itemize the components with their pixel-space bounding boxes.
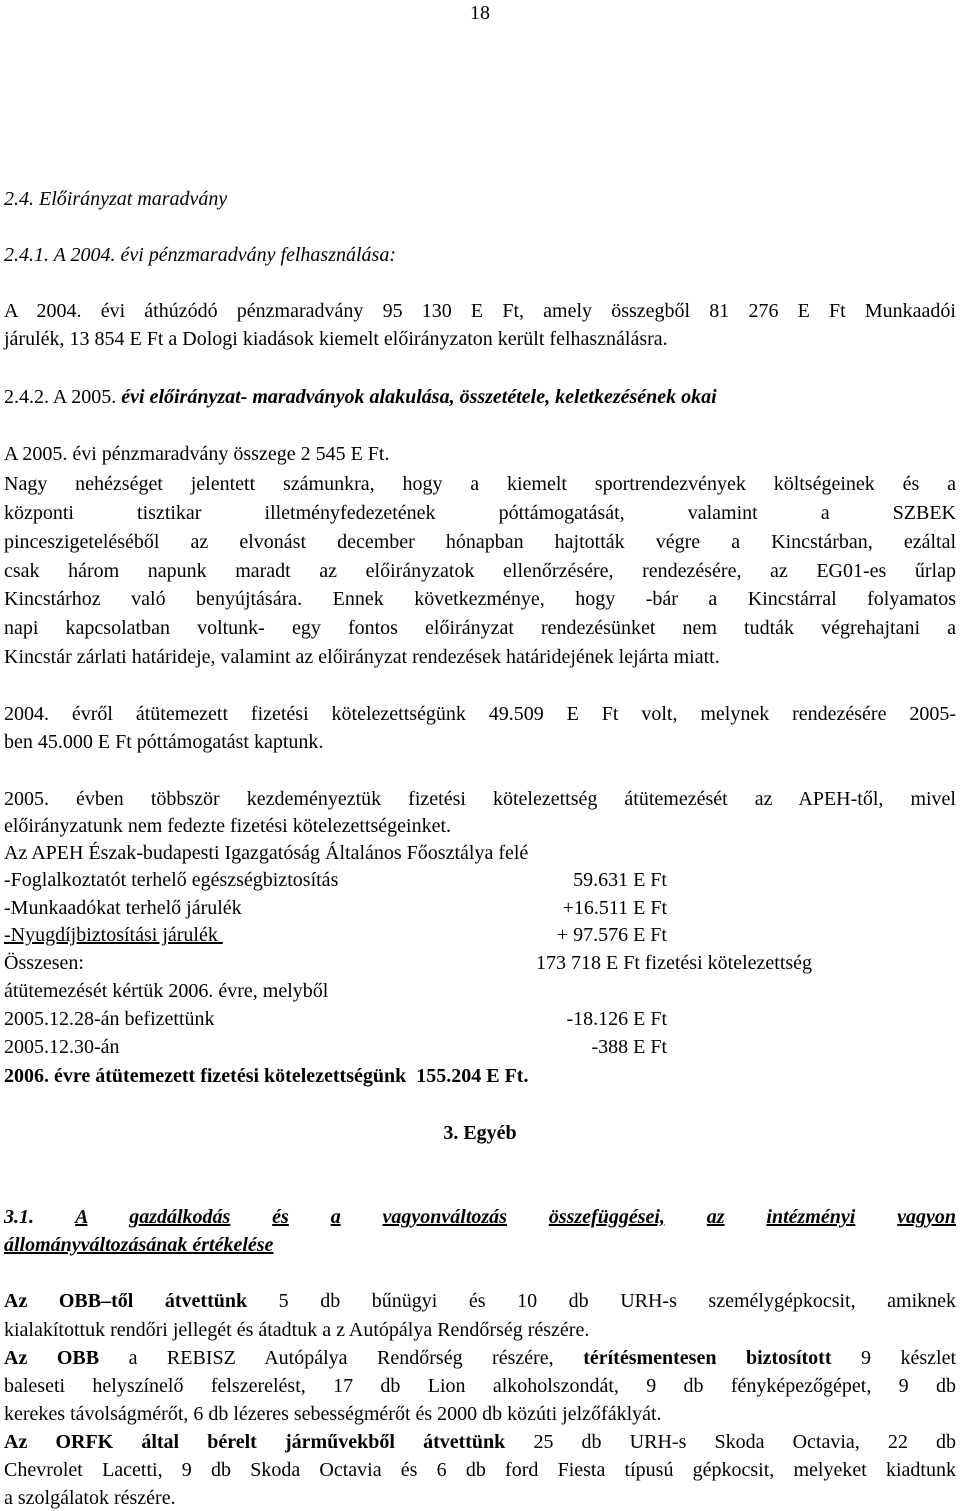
- bold-phrase: Az OBB: [4, 1347, 100, 1369]
- paragraph-line: pinceszigeteléséből az elvonást december hónapban hajtották végre a Kincstárban, ezáltal: [4, 531, 956, 553]
- heading-3-1-line2: állományváltozásának értékelése: [4, 1234, 274, 1256]
- resched-line: átütemezését kértük 2006. évre, melyből: [4, 980, 329, 1002]
- paragraph-line: A 2005. évi pénzmaradvány összege 2 545 E Ft.: [4, 443, 390, 465]
- amount-value: + 97.576 E Ft: [556, 924, 667, 946]
- heading-3-egyeb: 3. Egyéb: [443, 1122, 517, 1144]
- paragraph-line: A 2004. évi áthúzódó pénzmaradvány 95 130 E Ft, amely összegből 81 276 E Ft Munkaadói: [4, 300, 956, 322]
- paragraph-line: 2005. évben többször kezdeményeztük fizetési kötelezettség átütemezését az APEH-től, mivel: [4, 788, 956, 810]
- page-number: 18: [470, 2, 490, 24]
- paragraph-line: Nagy nehézséget jelentett számunkra, hogy a kiemelt sportrendezvények költségeinek és a: [4, 473, 956, 495]
- h31-word: 3.1.: [4, 1206, 34, 1228]
- h31-word: az: [706, 1206, 725, 1228]
- orfk-paragraph-line: Chevrolet Lacetti, 9 db Skoda Octavia és 6 db ford Fiesta típusú gépkocsit, melyeket kiadtunk: [4, 1459, 956, 1481]
- payment-label: 2005.12.28-án befizettünk: [4, 1008, 215, 1030]
- obb2-paragraph-line: [4, 1345, 956, 1371]
- obb-paragraph-line: [4, 1288, 956, 1314]
- amount-value: 59.631 E Ft: [573, 869, 667, 891]
- amount-label: -Nyugdíjbiztosítási járulék: [4, 924, 218, 946]
- h31-word: vagyonváltozás: [382, 1206, 507, 1228]
- heading-2-4-1: 2.4.1. A 2004. évi pénzmaradvány felhasználása:: [4, 244, 397, 266]
- paragraph-line: napi kapcsolatban voltunk- egy fontos előirányzat rendezésünket nem tudták végrehajtani a: [4, 617, 956, 639]
- h31-word: gazdálkodás: [129, 1206, 231, 1228]
- text-run: 5 db bűnügyi és 10 db URH-s személygépkocsit, amiknek: [278, 1290, 957, 1312]
- h31-word: és: [272, 1206, 289, 1228]
- paragraph-line: 2004. évről átütemezett fizetési kötelezettségünk 49.509 E Ft volt, melynek rendezésére 2005-: [4, 703, 956, 725]
- h31-word: vagyon: [897, 1206, 957, 1228]
- payment-value: -388 E Ft: [591, 1036, 667, 1058]
- heading-2-4-2: [4, 384, 717, 410]
- amount-label: -Foglalkoztatót terhelő egészségbiztosítás: [4, 869, 339, 891]
- payment-label: 2005.12.30-án: [4, 1036, 120, 1058]
- amount-label: -Munkaadókat terhelő járulék: [4, 897, 242, 919]
- heading-prefix: 2.4.2. A 2005.: [4, 386, 117, 408]
- obb2-paragraph-line: baleseti helyszínelő felszerelést, 17 db Lion alkoholszondát, 9 db fényképezőgépet, 9 db: [4, 1375, 956, 1397]
- final-label: 2006. évre átütemezett fizetési kötelezettségünk: [4, 1065, 407, 1087]
- amount-row: [4, 895, 667, 921]
- amount-row: [4, 922, 667, 948]
- h31-word: A: [75, 1206, 88, 1228]
- paragraph-line: Kincstárhoz való benyújtására. Ennek következménye, hogy -bár a Kincstárral folyamatos: [4, 588, 956, 610]
- h31-word: intézményi: [766, 1206, 856, 1228]
- bold-phrase: Az ORFK által bérelt járművekből átvettünk: [4, 1431, 506, 1453]
- final-line: [4, 1063, 528, 1089]
- final-value: 155.204 E Ft.: [416, 1065, 529, 1087]
- amount-row: [4, 867, 667, 893]
- heading-rest: évi előirányzat- maradványok alakulása, összetétele, keletkezésének okai: [121, 386, 717, 408]
- heading-2-4: 2.4. Előirányzat maradvány: [4, 188, 228, 210]
- total-value: 173 718 E Ft fizetési kötelezettség: [536, 952, 813, 974]
- paragraph-line: központi tisztikar illetményfedezetének póttámogatását, valamint a SZBEK: [4, 502, 956, 524]
- paragraph-line: Kincstár zárlati határideje, valamint az előirányzat rendezések határidejének lejárta miatt.: [4, 646, 720, 668]
- bold-phrase: Az OBB–től átvettünk: [4, 1290, 248, 1312]
- total-label: Összesen:: [4, 952, 84, 974]
- obb2-paragraph-line: kerekes távolságmérőt, 6 db lézeres sebességmérőt és 2000 db közúti jelzőfáklyát.: [4, 1403, 662, 1425]
- payment-row: [4, 1034, 667, 1060]
- text-run: 9 készlet: [861, 1347, 957, 1369]
- text-run: 25 db URH-s Skoda Octavia, 22 db: [533, 1431, 957, 1453]
- paragraph-line: járulék, 13 854 E Ft a Dologi kiadások kiemelt előirányzaton került felhasználásra.: [4, 328, 668, 350]
- payment-row: [4, 1006, 667, 1032]
- apeh-line: Az APEH Észak-budapesti Igazgatóság Általános Főosztálya felé: [4, 842, 529, 864]
- paragraph-line: csak három napunk maradt az előirányzatok ellenőrzésére, rendezésére, az EG01-es űrlap: [4, 560, 956, 582]
- obb-paragraph-line: kialakítottuk rendőri jellegét és átadtuk a z Autópálya Rendőrség részére.: [4, 1319, 590, 1341]
- heading-3-1-line1: [4, 1204, 956, 1230]
- h31-word: a: [330, 1206, 341, 1228]
- payment-value: -18.126 E Ft: [566, 1008, 667, 1030]
- h31-word: összefüggései,: [548, 1206, 665, 1228]
- orfk-paragraph-line: a szolgálatok részére.: [4, 1487, 176, 1509]
- text-run: a REBISZ Autópálya Rendőrség részére,: [128, 1347, 554, 1369]
- paragraph-line: ben 45.000 E Ft póttámogatást kaptunk.: [4, 731, 324, 753]
- orfk-paragraph-line: [4, 1429, 956, 1455]
- amount-value: +16.511 E Ft: [562, 897, 667, 919]
- paragraph-line: előirányzatunk nem fedezte fizetési kötelezettségeinket.: [4, 815, 452, 837]
- bold-phrase: térítésmentesen biztosított: [583, 1347, 832, 1369]
